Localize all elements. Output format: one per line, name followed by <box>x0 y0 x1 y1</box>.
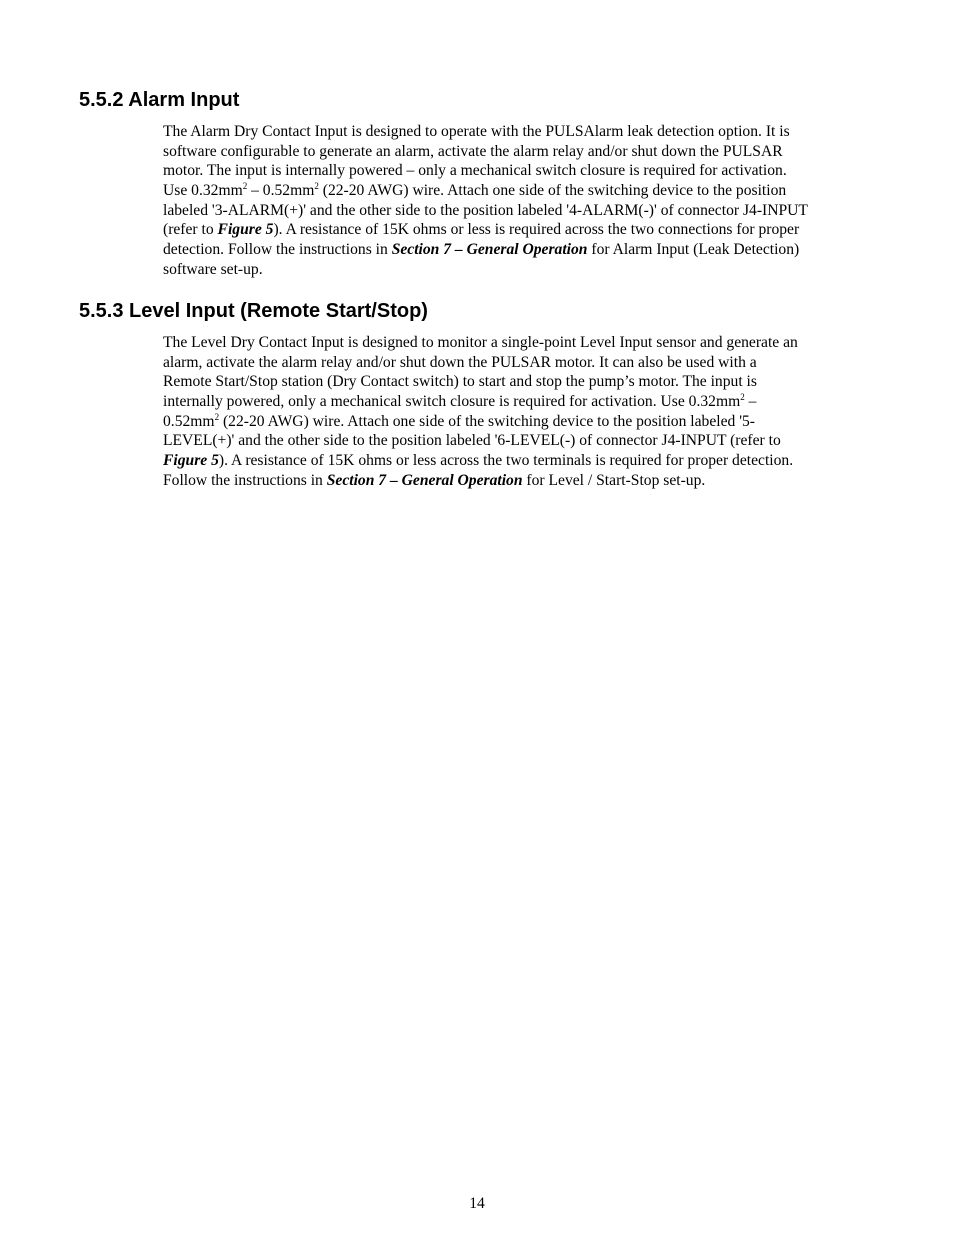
paragraph-line <box>163 220 875 240</box>
superscript: 2 <box>242 181 248 192</box>
paragraph-line <box>163 240 875 260</box>
section-body-level-input <box>163 333 875 491</box>
text-run: Remote Start/Stop station (Dry Contact switch) to start and stop the pump’s motor. The input is <box>163 373 757 391</box>
section-body-alarm-input <box>163 122 875 280</box>
section-heading-level-input: 5.5.3 Level Input (Remote Start/Stop) <box>79 300 428 322</box>
paragraph-line <box>163 161 875 181</box>
paragraph-line <box>163 142 875 162</box>
paragraph-line <box>163 471 875 491</box>
paragraph-line <box>163 181 875 201</box>
paragraph-line <box>163 431 875 451</box>
text-run: software set-up. <box>163 260 263 278</box>
emphasized-reference: Section 7 – General Operation <box>391 241 588 259</box>
text-run: The Level Dry Contact Input is designed to monitor a single-point Level Input sensor and generate an <box>163 334 798 351</box>
text-run: The Alarm Dry Contact Input is designed to operate with the PULSAlarm leak detection option. It is <box>163 123 790 140</box>
text-run: – 0.52mm <box>247 182 315 200</box>
paragraph-line <box>163 412 875 432</box>
text-run: detection. Follow the instructions in <box>163 241 392 259</box>
text-run: for Level / Start-Stop set-up. <box>522 471 706 489</box>
paragraph-line <box>163 392 875 412</box>
superscript: 2 <box>740 392 745 403</box>
text-run: (22-20 AWG) wire. Attach one side of the switching device to the position labeled '5- <box>219 412 756 430</box>
paragraph-line <box>163 451 875 471</box>
text-run: 0.52mm <box>163 412 215 430</box>
emphasized-reference: Section 7 – General Operation <box>326 471 523 489</box>
emphasized-reference: Figure 5 <box>217 221 274 239</box>
paragraph-line <box>163 260 875 280</box>
text-run: motor. The input is internally powered – only a mechanical switch closure is required for activation. <box>163 162 787 180</box>
text-run: – <box>744 393 757 411</box>
text-run: (22-20 AWG) wire. Attach one side of the switching device to the position <box>318 182 787 200</box>
page-number: 14 <box>469 1195 485 1212</box>
text-run: Follow the instructions in <box>163 471 327 489</box>
text-run: LEVEL(+)' and the other side to the position labeled '6-LEVEL(-) of connector J4-INPUT (refer to <box>163 432 781 450</box>
paragraph-line <box>163 353 875 373</box>
section-heading-alarm-input: 5.5.2 Alarm Input <box>79 89 240 111</box>
text-run: for Alarm Input (Leak Detection) <box>587 241 800 259</box>
text-run: labeled '3-ALARM(+)' and the other side to the position labeled '4-ALARM(-)' of connector J4-INPUT <box>163 201 808 219</box>
text-run: ). A resistance of 15K ohms or less is required across the two connections for proper <box>273 221 800 239</box>
superscript: 2 <box>314 181 319 192</box>
superscript: 2 <box>214 411 220 422</box>
text-run: Use 0.32mm <box>163 182 243 200</box>
paragraph-line <box>163 122 875 142</box>
text-run: internally powered, only a mechanical switch closure is required for activation. Use 0.32mm <box>163 393 741 411</box>
emphasized-reference: Figure 5 <box>163 452 219 470</box>
paragraph-line <box>163 372 875 392</box>
paragraph-line <box>163 333 875 353</box>
text-run: alarm, activate the alarm relay and/or shut down the PULSAR motor. It can also be used with a <box>163 353 757 371</box>
paragraph-line <box>163 201 875 221</box>
text-run: (refer to <box>163 221 218 239</box>
text-run: ). A resistance of 15K ohms or less across the two terminals is required for proper detection. <box>218 452 794 470</box>
text-run: software configurable to generate an alarm, activate the alarm relay and/or shut down the PULSAR <box>163 142 783 160</box>
